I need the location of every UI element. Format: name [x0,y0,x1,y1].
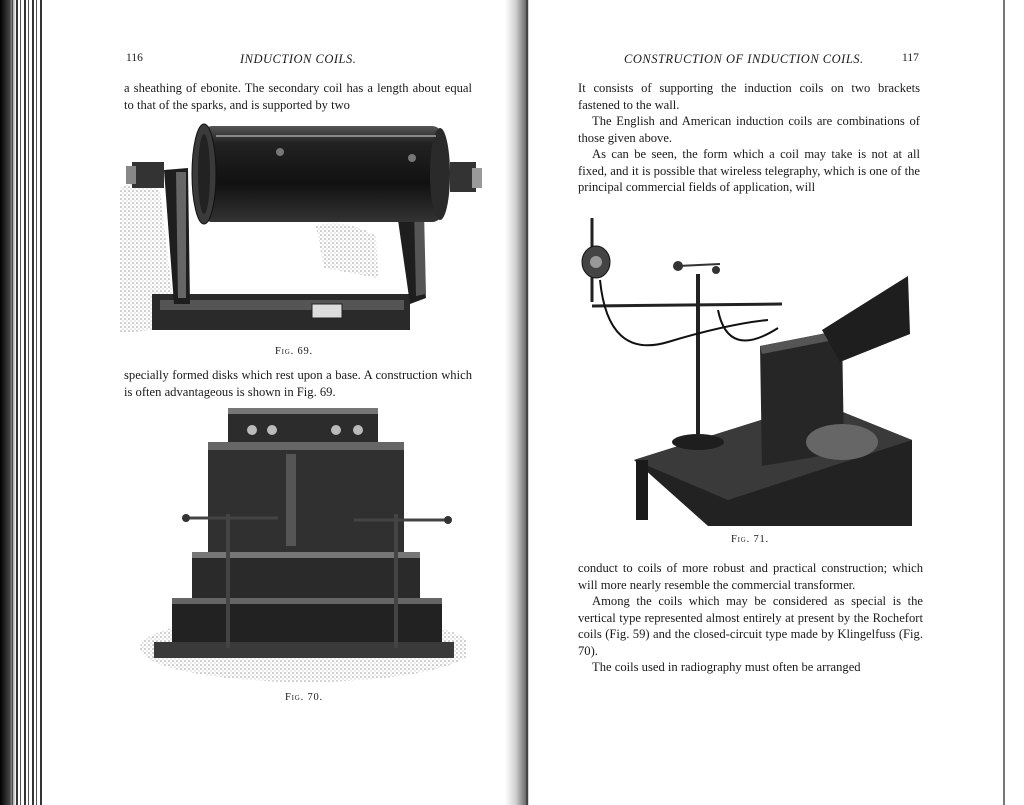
right-running-head [530,50,1002,70]
right-para-3: As can be seen, the form which a coil may take is not at all fixed, and it is possible that wireless telegraphy, which is one of the principal commercial fields of application, will [578,147,920,194]
left-paragraph-middle: specially formed disks which rest upon a base. A construction which is often advantageous is shown in Fig. 69. [124,368,472,399]
figure-70-caption: Fig. 70. [284,692,323,703]
figure-69-caption: Fig. 69. [274,346,313,357]
figure-70-image [136,404,466,686]
right-para-1: It consists of supporting the induction coils on two brackets fastened to the wall. [578,81,920,112]
figure-69 [116,118,486,340]
right-para-5: Among the coils which may be considered as special is the vertical type represented almost entirely at present by the Rochefort coils (Fig. 59) and the closed-circuit type made by Klingelfuss (Fig. 70). [578,594,923,658]
left-paragraph-top: a sheathing of ebonite. The secondary coil has a length about equal to that of the sparks, and is supported by two [124,81,472,112]
book-edge-shadow [0,0,16,805]
right-para-4: conduct to coils of more robust and practical construction; which will more nearly resemble the commercial transformer. [578,561,923,592]
left-page [44,0,506,805]
right-running-title: CONSTRUCTION OF INDUCTION COILS. [624,52,864,66]
figure-71-image [578,210,918,530]
right-paragraphs-bottom [578,560,923,676]
figure-71 [578,210,918,530]
right-para-2: The English and American induction coils are combinations of those given above. [578,114,920,145]
book-edge-right [1003,0,1005,805]
right-paragraphs-top [578,80,920,196]
gutter-line [526,0,528,805]
figure-69-image [116,118,486,340]
left-page-number: 116 [126,52,143,64]
right-page-number: 117 [902,52,919,64]
left-running-title: INDUCTION COILS. [240,52,357,66]
right-para-6: The coils used in radiography must often be arranged [592,660,861,674]
figure-71-caption: Fig. 71. [730,534,769,545]
figure-70 [136,404,466,686]
right-page [530,0,1002,805]
left-running-head [44,50,506,70]
